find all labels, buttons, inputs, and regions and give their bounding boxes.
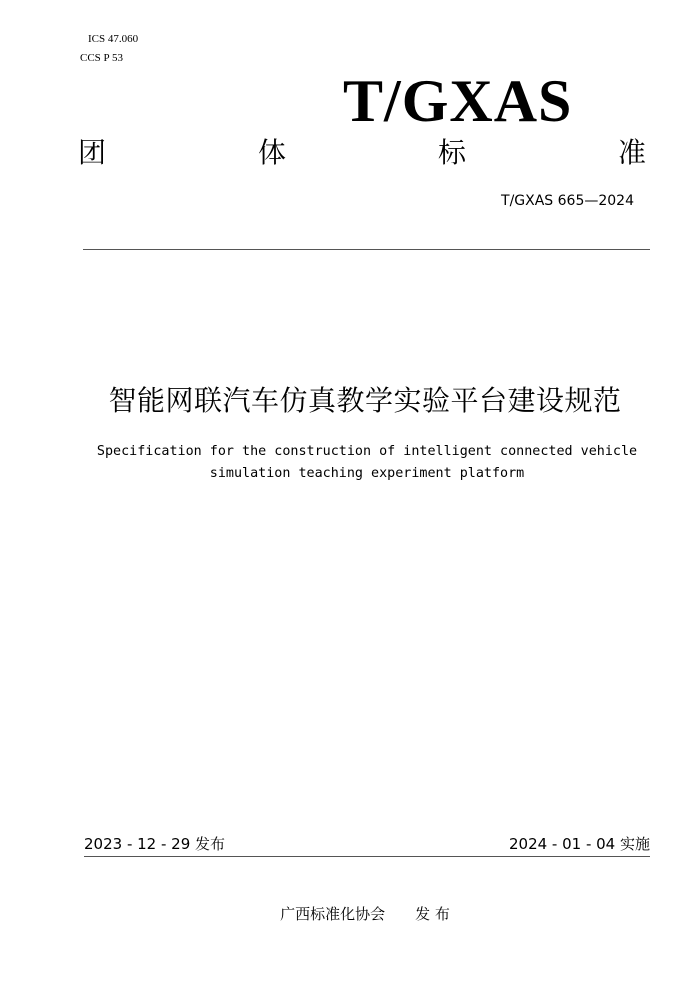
date-row bbox=[84, 833, 650, 855]
ics-code: ICS 47.060 bbox=[88, 33, 139, 45]
doc-type-char: 团 bbox=[78, 136, 107, 169]
publisher-name: 广西标准化协会 bbox=[280, 905, 386, 923]
issue-date: 2023 - 12 - 29 发布 bbox=[84, 835, 226, 853]
doc-type-char: 体 bbox=[257, 136, 286, 169]
doc-type-char: 准 bbox=[617, 136, 646, 169]
publisher-action: 发 布 bbox=[415, 905, 450, 923]
ccs-code: CCS P 53 bbox=[80, 52, 124, 64]
english-title-line: Specification for the construction of intelligent connected vehicle bbox=[96, 444, 638, 459]
standard-brand-code: T/GXAS bbox=[343, 68, 573, 134]
footer-divider bbox=[84, 856, 650, 857]
implementation-date: 2024 - 01 - 04 实施 bbox=[508, 835, 650, 853]
standard-number: T/GXAS 665—2024 bbox=[501, 193, 634, 209]
chinese-title: 智能网联汽车仿真教学实验平台建设规范 bbox=[108, 384, 622, 417]
doc-type-char: 标 bbox=[437, 136, 466, 169]
document-type-heading bbox=[78, 133, 646, 173]
english-title bbox=[84, 441, 650, 485]
header-divider bbox=[83, 249, 650, 250]
publisher-line bbox=[0, 903, 700, 925]
english-title-line: simulation teaching experiment platform bbox=[209, 466, 525, 481]
